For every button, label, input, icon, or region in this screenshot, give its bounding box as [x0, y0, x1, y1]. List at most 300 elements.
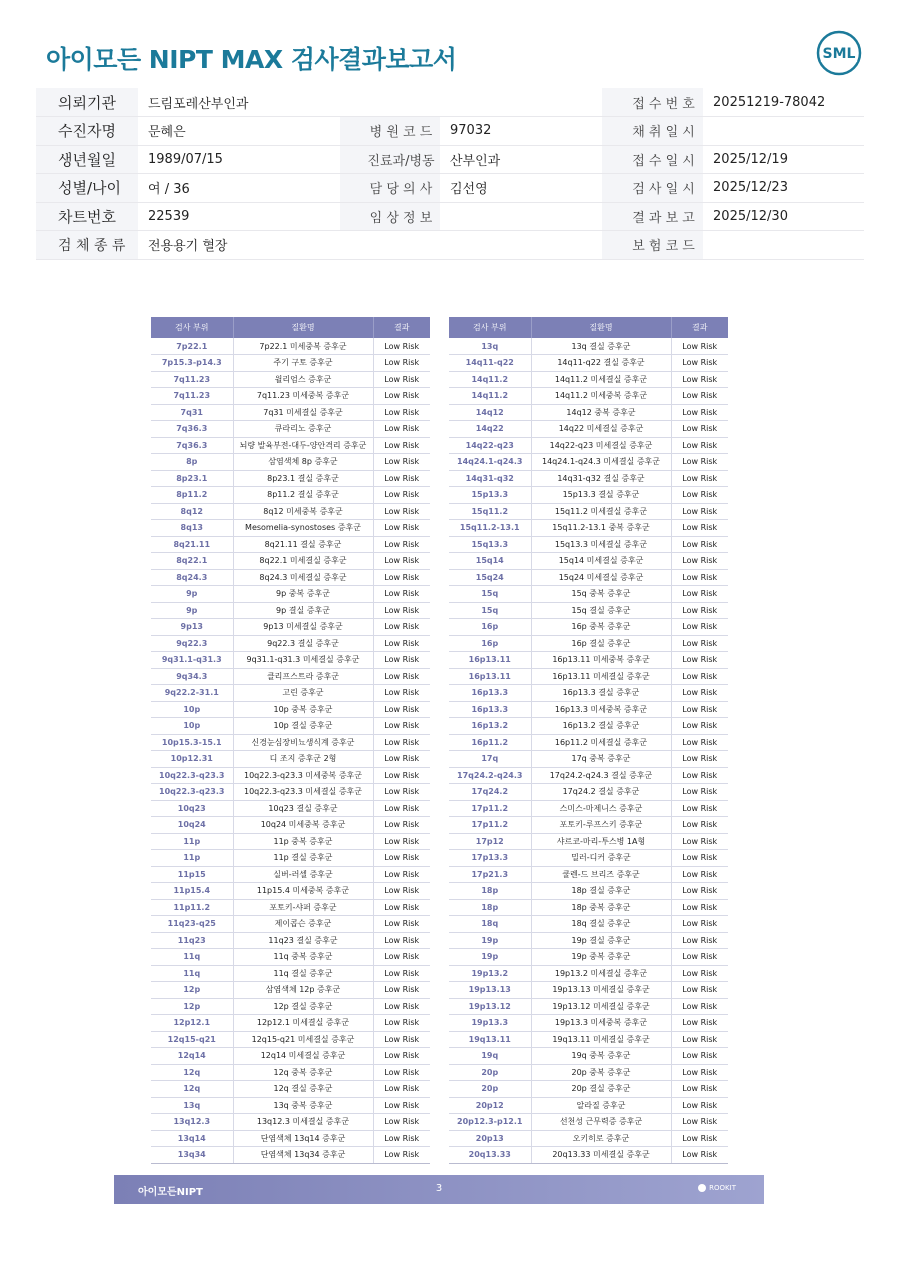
cell-disease: 16p13.3 미세중복 증후군 — [531, 701, 671, 718]
cell-location: 10p12.31 — [151, 751, 233, 768]
info-label: 결 과 보 고 — [602, 202, 703, 231]
cell-disease: 14q31-q32 결실 증후군 — [531, 470, 671, 487]
cell-result: Low Risk — [373, 1015, 430, 1032]
cell-result: Low Risk — [671, 1031, 728, 1048]
cell-disease: 11p15.4 미세중복 증후군 — [233, 883, 373, 900]
svg-text:SML: SML — [822, 46, 856, 62]
info-label: 접 수 일 시 — [602, 145, 703, 174]
cell-disease: 12q15-q21 미세결실 증후군 — [233, 1031, 373, 1048]
cell-disease: 20p 결실 증후군 — [531, 1081, 671, 1098]
page-number: 3 — [435, 1183, 443, 1194]
table-row — [151, 916, 430, 933]
cell-disease: 큐라리노 증후군 — [233, 421, 373, 438]
patient-info-table — [36, 88, 864, 260]
info-label: 병 원 코 드 — [340, 117, 440, 146]
table-row — [151, 454, 430, 471]
table-row — [151, 388, 430, 405]
cell-result: Low Risk — [671, 586, 728, 603]
cell-location: 8q24.3 — [151, 569, 233, 586]
cell-result: Low Risk — [373, 1081, 430, 1098]
cell-location: 9p13 — [151, 619, 233, 636]
cell-disease: 10p 중복 증후군 — [233, 701, 373, 718]
cell-location: 14q12 — [449, 404, 531, 421]
cell-disease: 9q31.1-q31.3 미세결실 증후군 — [233, 652, 373, 669]
cell-result: Low Risk — [671, 1048, 728, 1065]
cell-disease: 9p13 미세결실 증후군 — [233, 619, 373, 636]
cell-result: Low Risk — [373, 437, 430, 454]
cell-location: 8p11.2 — [151, 487, 233, 504]
cell-result: Low Risk — [373, 883, 430, 900]
cell-location: 8q12 — [151, 503, 233, 520]
cell-location: 7q11.23 — [151, 388, 233, 405]
cell-result: Low Risk — [373, 1147, 430, 1164]
table-row — [151, 619, 430, 636]
table-row — [449, 982, 728, 999]
cell-result: Low Risk — [373, 1064, 430, 1081]
cell-disease: 16p11.2 미세결실 증후군 — [531, 734, 671, 751]
table-row — [151, 982, 430, 999]
table-row — [449, 536, 728, 553]
cell-location: 14q31-q32 — [449, 470, 531, 487]
cell-location: 14q24.1-q24.3 — [449, 454, 531, 471]
table-row — [151, 421, 430, 438]
info-value: 김선영 — [440, 174, 602, 203]
cell-result: Low Risk — [671, 916, 728, 933]
cell-disease: 디 조지 증후군 2형 — [233, 751, 373, 768]
cell-disease: 16p13.2 결실 증후군 — [531, 718, 671, 735]
cell-location: 15q — [449, 602, 531, 619]
cell-result: Low Risk — [671, 701, 728, 718]
cell-result: Low Risk — [373, 586, 430, 603]
table-row — [151, 1064, 430, 1081]
page-footer — [114, 1175, 764, 1204]
table-row — [151, 784, 430, 801]
cell-result: Low Risk — [671, 437, 728, 454]
cell-location: 9p — [151, 602, 233, 619]
table-row — [449, 1064, 728, 1081]
table-row — [151, 1130, 430, 1147]
cell-result: Low Risk — [671, 982, 728, 999]
cell-location: 7p15.3-p14.3 — [151, 355, 233, 372]
cell-location: 19p — [449, 932, 531, 949]
info-row — [36, 88, 864, 117]
cell-location: 10q23 — [151, 800, 233, 817]
cell-result: Low Risk — [373, 421, 430, 438]
info-label: 채 취 일 시 — [602, 117, 703, 146]
info-row — [36, 174, 864, 203]
cell-location: 20p — [449, 1081, 531, 1098]
cell-disease: 9p 중복 증후군 — [233, 586, 373, 603]
cell-disease: 12q 중복 증후군 — [233, 1064, 373, 1081]
cell-result: Low Risk — [671, 949, 728, 966]
table-row — [449, 1031, 728, 1048]
cell-result: Low Risk — [671, 1147, 728, 1164]
cell-result: Low Risk — [373, 355, 430, 372]
table-row — [449, 883, 728, 900]
cell-location: 12q14 — [151, 1048, 233, 1065]
cell-result: Low Risk — [671, 998, 728, 1015]
cell-location: 11p15.4 — [151, 883, 233, 900]
cell-disease: 12p 결실 증후군 — [233, 998, 373, 1015]
cell-location: 8q22.1 — [151, 553, 233, 570]
table-row — [151, 850, 430, 867]
table-row — [449, 553, 728, 570]
cell-location: 15q13.3 — [449, 536, 531, 553]
table-row — [151, 718, 430, 735]
cell-location: 18p — [449, 899, 531, 916]
cell-result: Low Risk — [373, 503, 430, 520]
cell-result: Low Risk — [373, 916, 430, 933]
cell-result: Low Risk — [373, 1130, 430, 1147]
table-row — [449, 800, 728, 817]
cell-disease: 17q 중복 증후군 — [531, 751, 671, 768]
info-value: 여 / 36 — [138, 174, 340, 203]
results-header-row — [449, 317, 728, 338]
cell-result: Low Risk — [373, 833, 430, 850]
cell-result: Low Risk — [671, 355, 728, 372]
table-row — [151, 1147, 430, 1164]
cell-result: Low Risk — [671, 602, 728, 619]
cell-location: 11q — [151, 949, 233, 966]
cell-disease: 클리프스트라 증후군 — [233, 668, 373, 685]
cell-disease: 단염색체 13q14 증후군 — [233, 1130, 373, 1147]
cell-disease: 16p13.11 미세결실 증후군 — [531, 668, 671, 685]
cell-disease: 10q22.3-q23.3 미세결실 증후군 — [233, 784, 373, 801]
cell-result: Low Risk — [373, 454, 430, 471]
cell-result: Low Risk — [671, 503, 728, 520]
cell-result: Low Risk — [671, 1081, 728, 1098]
cell-result: Low Risk — [671, 784, 728, 801]
table-row — [151, 355, 430, 372]
table-row — [449, 784, 728, 801]
cell-disease: 18p 결실 증후군 — [531, 883, 671, 900]
cell-location: 11p — [151, 850, 233, 867]
cell-disease: 18p 중복 증후군 — [531, 899, 671, 916]
table-row — [151, 553, 430, 570]
cell-location: 9q31.1-q31.3 — [151, 652, 233, 669]
cell-location: 11q — [151, 965, 233, 982]
table-row — [151, 1097, 430, 1114]
cell-result: Low Risk — [373, 404, 430, 421]
cell-result: Low Risk — [671, 685, 728, 702]
cell-result: Low Risk — [373, 949, 430, 966]
cell-location: 10p — [151, 718, 233, 735]
table-row — [449, 718, 728, 735]
cell-disease: 스미스-마제니스 증후군 — [531, 800, 671, 817]
cell-result: Low Risk — [373, 866, 430, 883]
info-label: 접 수 번 호 — [602, 88, 703, 117]
table-row — [151, 569, 430, 586]
table-row — [449, 1130, 728, 1147]
cell-location: 14q22-q23 — [449, 437, 531, 454]
cell-disease: 18q 결실 증후군 — [531, 916, 671, 933]
cell-result: Low Risk — [373, 487, 430, 504]
table-row — [151, 1031, 430, 1048]
table-row — [449, 1015, 728, 1032]
cell-disease: Mesomelia-synostoses 증후군 — [233, 520, 373, 537]
cell-location: 20p13 — [449, 1130, 531, 1147]
info-label: 성별/나이 — [36, 174, 138, 203]
cell-disease: 14q22-q23 미세결실 증후군 — [531, 437, 671, 454]
cell-disease: 15q 결실 증후군 — [531, 602, 671, 619]
cell-location: 20p — [449, 1064, 531, 1081]
table-row — [449, 586, 728, 603]
table-row — [449, 1048, 728, 1065]
table-row — [151, 833, 430, 850]
info-value — [703, 117, 864, 146]
cell-location: 10q22.3-q23.3 — [151, 767, 233, 784]
table-row — [151, 949, 430, 966]
cell-location: 12q — [151, 1081, 233, 1098]
cell-disease: 14q24.1-q24.3 미세결실 증후군 — [531, 454, 671, 471]
cell-location: 7q11.23 — [151, 371, 233, 388]
cell-location: 9q34.3 — [151, 668, 233, 685]
cell-result: Low Risk — [671, 470, 728, 487]
cell-result: Low Risk — [671, 536, 728, 553]
info-label: 임 상 정 보 — [340, 202, 440, 231]
table-row — [449, 569, 728, 586]
cell-disease: 20p 중복 증후군 — [531, 1064, 671, 1081]
table-row — [449, 487, 728, 504]
info-label: 검 사 일 시 — [602, 174, 703, 203]
cell-disease: 12q 결실 증후군 — [233, 1081, 373, 1098]
cell-result: Low Risk — [373, 850, 430, 867]
cell-result: Low Risk — [671, 652, 728, 669]
header-result: 결과 — [373, 317, 430, 338]
cell-result: Low Risk — [373, 1097, 430, 1114]
cell-result: Low Risk — [373, 1031, 430, 1048]
table-row — [449, 652, 728, 669]
cell-result: Low Risk — [373, 685, 430, 702]
cell-result: Low Risk — [373, 965, 430, 982]
table-row — [449, 1097, 728, 1114]
table-row — [449, 751, 728, 768]
cell-result: Low Risk — [671, 1130, 728, 1147]
info-label: 생년월일 — [36, 145, 138, 174]
table-row — [449, 338, 728, 355]
cell-location: 20q13.33 — [449, 1147, 531, 1164]
info-value: 문혜은 — [138, 117, 340, 146]
footer-brand: 아이모든NIPT — [138, 1187, 203, 1198]
info-label: 의뢰기관 — [36, 88, 138, 117]
cell-disease: 윌리엄스 증후군 — [233, 371, 373, 388]
cell-disease: 포토키-샤퍼 증후군 — [233, 899, 373, 916]
cell-result: Low Risk — [373, 635, 430, 652]
cell-location: 16p13.3 — [449, 685, 531, 702]
cell-location: 10p — [151, 701, 233, 718]
table-row — [151, 701, 430, 718]
table-row — [151, 635, 430, 652]
table-row — [151, 371, 430, 388]
cell-location: 17q24.2-q24.3 — [449, 767, 531, 784]
cell-disease: 17q24.2 결실 증후군 — [531, 784, 671, 801]
cell-location: 7q36.3 — [151, 437, 233, 454]
cell-disease: 20q13.33 미세결실 증후군 — [531, 1147, 671, 1164]
table-row — [151, 751, 430, 768]
cell-result: Low Risk — [671, 866, 728, 883]
table-row — [449, 355, 728, 372]
cell-location: 11p11.2 — [151, 899, 233, 916]
table-row — [151, 998, 430, 1015]
cell-location: 18q — [449, 916, 531, 933]
cell-location: 12q — [151, 1064, 233, 1081]
cell-location: 17q24.2 — [449, 784, 531, 801]
cell-result: Low Risk — [671, 404, 728, 421]
cell-disease: 7q11.23 미세중복 증후군 — [233, 388, 373, 405]
cell-result: Low Risk — [671, 850, 728, 867]
cell-location: 16p — [449, 619, 531, 636]
cell-disease: 10q23 결실 증후군 — [233, 800, 373, 817]
cell-result: Low Risk — [671, 388, 728, 405]
table-row — [151, 866, 430, 883]
cell-result: Low Risk — [373, 652, 430, 669]
cell-disease: 삼염색체 8p 증후군 — [233, 454, 373, 471]
info-value: 전용용기 혈장 — [138, 231, 602, 260]
cell-disease: 14q11.2 미세결실 증후군 — [531, 371, 671, 388]
vendor-logo-icon — [698, 1184, 706, 1192]
cell-disease: 8p11.2 결실 증후군 — [233, 487, 373, 504]
table-row — [151, 520, 430, 537]
info-value — [703, 231, 864, 260]
cell-result: Low Risk — [671, 800, 728, 817]
table-row — [449, 1147, 728, 1164]
cell-result: Low Risk — [373, 932, 430, 949]
cell-result: Low Risk — [373, 998, 430, 1015]
table-row — [151, 800, 430, 817]
table-row — [151, 487, 430, 504]
cell-disease: 15q13.3 미세결실 증후군 — [531, 536, 671, 553]
cell-disease: 실버-러셀 증후군 — [233, 866, 373, 883]
cell-disease: 19p13.13 미세결실 증후군 — [531, 982, 671, 999]
info-label: 차트번호 — [36, 202, 138, 231]
cell-disease: 10q24 미세중복 증후군 — [233, 817, 373, 834]
info-row — [36, 231, 864, 260]
cell-result: Low Risk — [671, 619, 728, 636]
cell-location: 15q24 — [449, 569, 531, 586]
cell-result: Low Risk — [671, 569, 728, 586]
cell-disease: 15q 중복 증후군 — [531, 586, 671, 603]
cell-disease: 13q 중복 증후군 — [233, 1097, 373, 1114]
report-title: 아이모든 NIPT MAX 검사결과보고서 — [46, 45, 457, 74]
table-row — [449, 949, 728, 966]
cell-disease: 19q13.11 미세결실 증후군 — [531, 1031, 671, 1048]
table-row — [151, 338, 430, 355]
table-row — [449, 503, 728, 520]
cell-disease: 8p23.1 결실 증후군 — [233, 470, 373, 487]
cell-location: 8q13 — [151, 520, 233, 537]
table-row — [151, 1048, 430, 1065]
cell-location: 12q15-q21 — [151, 1031, 233, 1048]
cell-location: 9q22.2-31.1 — [151, 685, 233, 702]
info-label: 보 험 코 드 — [602, 231, 703, 260]
cell-disease: 9q22.3 결실 증후군 — [233, 635, 373, 652]
info-label: 진료과/병동 — [340, 145, 440, 174]
results-table-left — [151, 317, 430, 1164]
cell-disease: 8q22.1 미세결실 증후군 — [233, 553, 373, 570]
table-row — [151, 965, 430, 982]
cell-disease: 11q 결실 증후군 — [233, 965, 373, 982]
cell-result: Low Risk — [671, 487, 728, 504]
cell-location: 11p — [151, 833, 233, 850]
cell-disease: 14q11.2 미세중복 증후군 — [531, 388, 671, 405]
table-row — [449, 520, 728, 537]
cell-location: 13q34 — [151, 1147, 233, 1164]
table-row — [449, 602, 728, 619]
cell-location: 7p22.1 — [151, 338, 233, 355]
table-row — [449, 421, 728, 438]
cell-location: 14q11.2 — [449, 371, 531, 388]
cell-location: 14q22 — [449, 421, 531, 438]
info-value: 1989/07/15 — [138, 145, 340, 174]
cell-result: Low Risk — [373, 767, 430, 784]
cell-location: 7q36.3 — [151, 421, 233, 438]
cell-result: Low Risk — [373, 602, 430, 619]
cell-result: Low Risk — [671, 668, 728, 685]
cell-result: Low Risk — [671, 371, 728, 388]
table-row — [449, 371, 728, 388]
cell-disease: 알라질 증후군 — [531, 1097, 671, 1114]
cell-disease: 14q12 중복 증후군 — [531, 404, 671, 421]
cell-location: 19p — [449, 949, 531, 966]
table-row — [151, 586, 430, 603]
info-value — [440, 202, 602, 231]
cell-location: 16p13.11 — [449, 668, 531, 685]
cell-disease: 17q24.2-q24.3 결실 증후군 — [531, 767, 671, 784]
cell-disease: 15p13.3 결실 증후군 — [531, 487, 671, 504]
cell-disease: 19p13.3 미세중복 증후군 — [531, 1015, 671, 1032]
cell-result: Low Risk — [373, 668, 430, 685]
cell-location: 14q11.2 — [449, 388, 531, 405]
table-row — [151, 536, 430, 553]
info-value: 22539 — [138, 202, 340, 231]
cell-location: 19p13.13 — [449, 982, 531, 999]
info-value: 드림포레산부인과 — [138, 88, 602, 117]
cell-result: Low Risk — [671, 899, 728, 916]
cell-result: Low Risk — [671, 932, 728, 949]
table-row — [449, 965, 728, 982]
cell-disease: 10q22.3-q23.3 미세중복 증후군 — [233, 767, 373, 784]
cell-location: 13q14 — [151, 1130, 233, 1147]
sml-logo — [816, 30, 862, 76]
cell-result: Low Risk — [373, 338, 430, 355]
cell-result: Low Risk — [373, 536, 430, 553]
cell-result: Low Risk — [373, 520, 430, 537]
cell-result: Low Risk — [671, 767, 728, 784]
cell-location: 16p13.2 — [449, 718, 531, 735]
table-row — [151, 1081, 430, 1098]
cell-location: 11q23-q25 — [151, 916, 233, 933]
cell-location: 19p13.2 — [449, 965, 531, 982]
table-row — [449, 850, 728, 867]
table-row — [449, 998, 728, 1015]
cell-location: 19p13.3 — [449, 1015, 531, 1032]
cell-disease: 15q11.2-13.1 중복 증후군 — [531, 520, 671, 537]
cell-result: Low Risk — [373, 718, 430, 735]
cell-location: 12p12.1 — [151, 1015, 233, 1032]
cell-result: Low Risk — [373, 569, 430, 586]
table-row — [449, 619, 728, 636]
cell-result: Low Risk — [671, 454, 728, 471]
cell-disease: 11q23 결실 증후군 — [233, 932, 373, 949]
cell-disease: 12p12.1 미세결실 증후군 — [233, 1015, 373, 1032]
table-row — [449, 1081, 728, 1098]
cell-disease: 11p 결실 증후군 — [233, 850, 373, 867]
info-row — [36, 202, 864, 231]
header-result: 결과 — [671, 317, 728, 338]
cell-result: Low Risk — [373, 388, 430, 405]
cell-disease: 10p 결실 증후군 — [233, 718, 373, 735]
cell-result: Low Risk — [373, 817, 430, 834]
